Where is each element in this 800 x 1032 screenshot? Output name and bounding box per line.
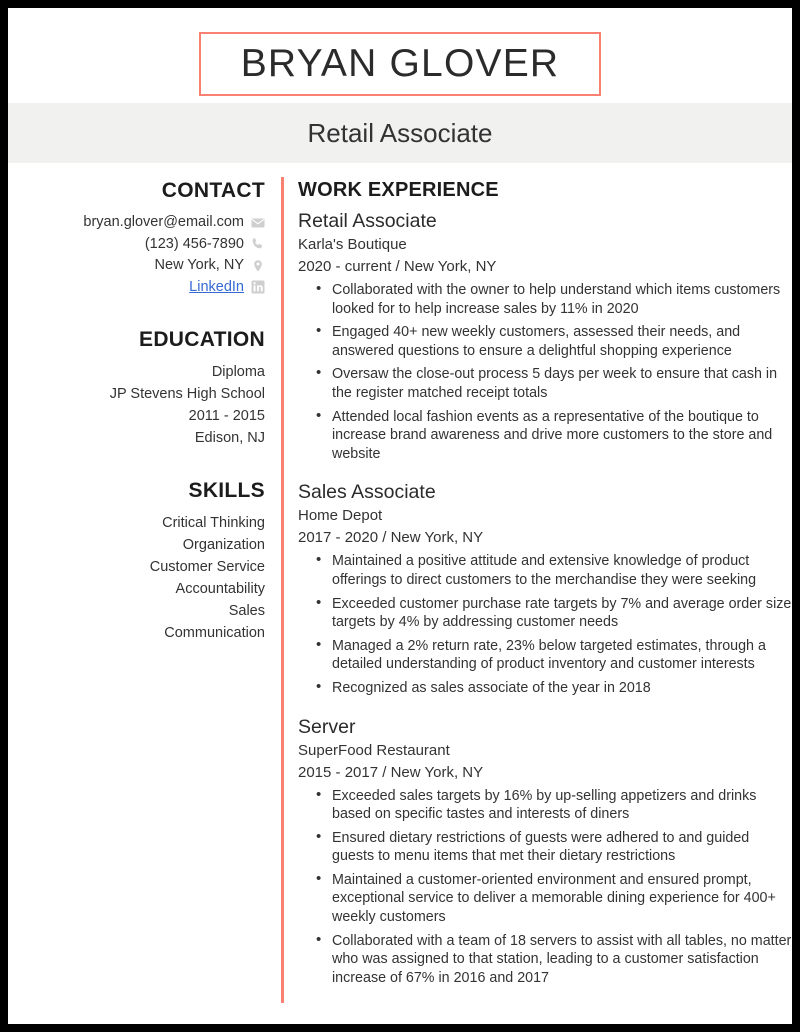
contact-email-value: bryan.glover@email.com <box>83 214 244 230</box>
header-subtitle-band <box>8 103 792 163</box>
resume-page <box>8 8 792 1024</box>
job-company: SuperFood Restaurant <box>298 741 450 759</box>
job-bullet: • Recognized as sales associate of the year in 2018 <box>332 679 792 698</box>
contact-item-location <box>8 255 265 277</box>
envelope-icon <box>251 216 265 230</box>
skill-item: Sales <box>228 603 265 619</box>
contact-location-value: New York, NY <box>154 257 244 273</box>
skills-heading: SKILLS <box>188 479 265 502</box>
job-bullet: • Managed a 2% return rate, 23% below targeted estimates, through a detailed understanding of product inventory and customer interests <box>332 637 792 674</box>
job-company: Karla's Boutique <box>298 236 407 253</box>
job-bullet: • Maintained a customer-oriented environment and ensured prompt, exceptional service to deliver a memorable dining experience for 400+ weekly customers <box>332 871 792 927</box>
job-title: Server <box>298 715 356 738</box>
work-experience-heading: WORK EXPERIENCE <box>298 179 499 201</box>
job-bullet-list <box>298 787 792 988</box>
job-bullet: • Ensured dietary restrictions of guests were adhered to and guided guests to menu items that met their dietary restrictions <box>332 829 792 866</box>
header-top <box>8 8 792 103</box>
contact-item-linkedin[interactable] <box>8 277 265 299</box>
education-dates: 2011 - 2015 <box>188 408 265 424</box>
job-bullet: • Oversaw the close-out process 5 days per week to ensure that cash in the register matched receipt totals <box>332 365 792 402</box>
job-bullet: • Maintained a positive attitude and extensive knowledge of product offerings to direct customers to the merchandise they were seeking <box>332 552 792 589</box>
job-entry <box>298 479 792 697</box>
phone-icon <box>251 237 265 251</box>
column-divider <box>281 177 284 1003</box>
job-entry <box>298 714 792 988</box>
contact-heading: CONTACT <box>161 179 265 202</box>
contact-item-phone <box>8 234 265 256</box>
job-bullet: • Collaborated with a team of 18 servers to assist with all tables, no matter who was assigned to that station, leading to a customer satisfaction increase of 67% in 2016 and 2017 <box>332 932 792 988</box>
candidate-name: BRYAN GLOVER <box>240 42 560 85</box>
job-company: Home Depot <box>298 507 383 525</box>
job-title: Retail Associate <box>298 210 437 232</box>
skill-item: Accountability <box>175 581 265 597</box>
job-dates-location: 2017 - 2020 / New York, NY <box>298 529 484 547</box>
education-location: Edison, NJ <box>194 430 265 446</box>
linkedin-link[interactable]: LinkedIn <box>189 278 244 295</box>
job-entry <box>298 208 792 463</box>
education-school: JP Stevens High School <box>109 386 265 402</box>
contact-phone-value: (123) 456-7890 <box>144 235 244 252</box>
job-bullet: • Attended local fashion events as a representative of the boutique to increase brand awareness and drive more customers to the store and website <box>332 408 792 464</box>
skill-item: Critical Thinking <box>162 515 265 531</box>
job-bullet-list <box>298 552 792 697</box>
job-bullet-list <box>298 281 792 463</box>
location-pin-icon <box>251 259 265 273</box>
linkedin-icon[interactable] <box>251 280 265 294</box>
job-bullet: • Engaged 40+ new weekly customers, assessed their needs, and answered questions to ensure a delightful shopping experience <box>332 323 792 360</box>
job-bullet: • Collaborated with the owner to help understand which items customers looked for to help increase sales by 11% in 2020 <box>332 281 792 318</box>
job-bullet: • Exceeded customer purchase rate targets by 7% and average order size targets by 4% by addressing customer needs <box>332 595 792 632</box>
education-heading: EDUCATION <box>139 328 265 351</box>
skill-item: Organization <box>182 537 265 553</box>
job-bullet: • Exceeded sales targets by 16% by up-selling appetizers and drinks based on specific tastes and interests of diners <box>332 787 792 824</box>
job-dates-location: 2020 - current / New York, NY <box>298 258 497 275</box>
name-box <box>199 32 601 96</box>
job-dates-location: 2015 - 2017 / New York, NY <box>298 763 484 781</box>
job-title: Sales Associate <box>298 481 436 504</box>
sidebar-column <box>8 179 273 1003</box>
resume-body <box>8 163 792 1003</box>
education-degree: Diploma <box>211 364 265 380</box>
main-column <box>273 179 792 1003</box>
skill-item: Communication <box>164 625 265 641</box>
skill-item: Customer Service <box>149 559 265 575</box>
candidate-job-title: Retail Associate <box>307 117 493 148</box>
contact-item-email <box>8 212 265 234</box>
